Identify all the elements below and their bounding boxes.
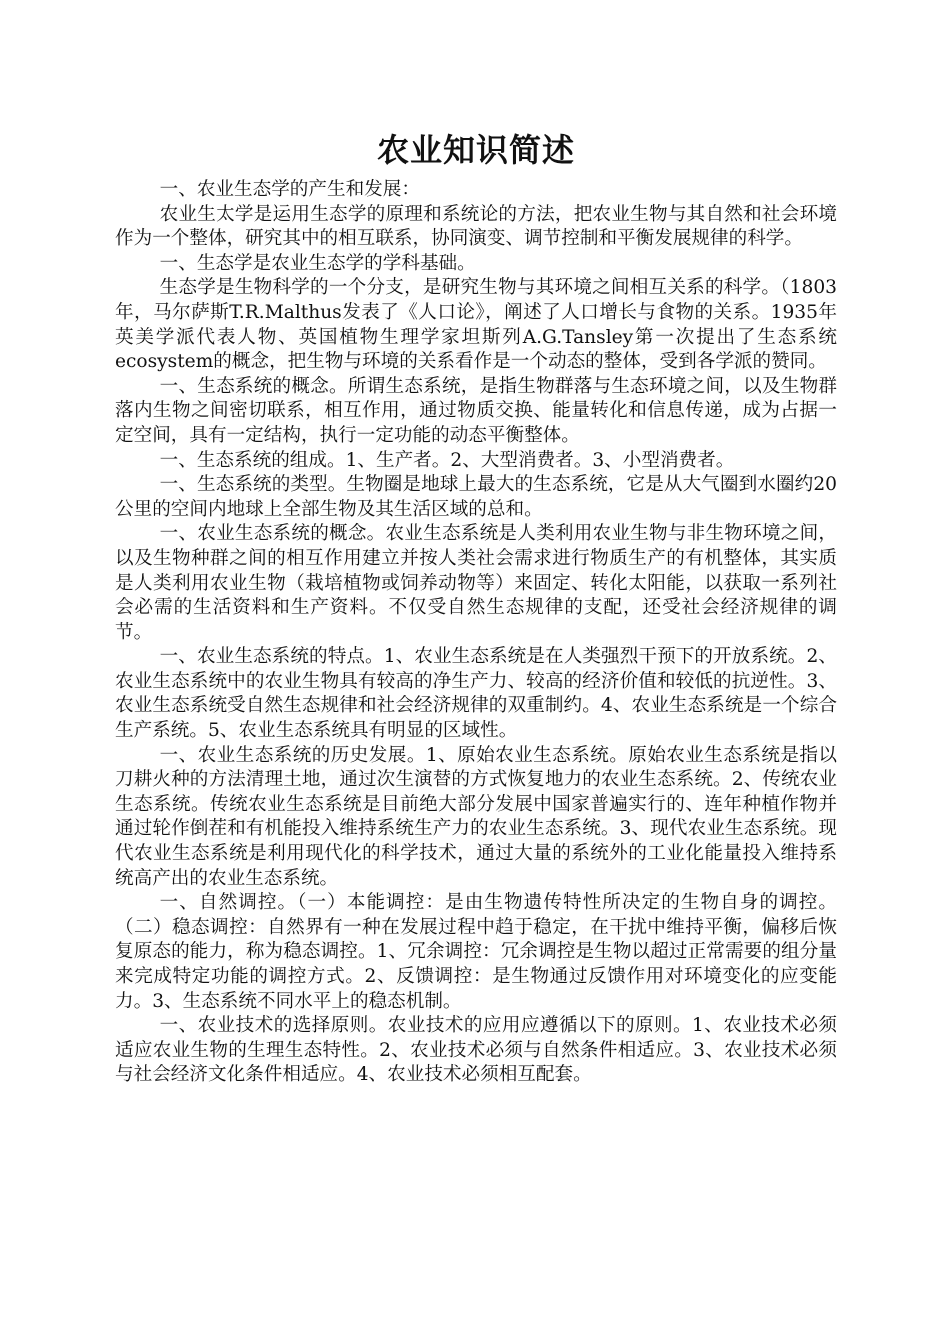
paragraph-ecosystem-types: 一、生态系统的类型。生物圈是地球上最大的生态系统，它是从大气圈到水圈约20公里的空间内地球上全部生物及其生活区域的总和。 [115,474,837,520]
paragraph-origin-heading: 一、农业生态学的产生和发展： [159,179,420,200]
paragraph-agroecosystem-features: 一、农业生态系统的特点。1、农业生态系统是在人类强烈干预下的开放系统。2、农业生态系统中的农业生物具有较高的净生产力、较高的经济价值和较低的抗逆性。3、农业生态系统受自然生态规律和社会经济规律的双重制约。4、农业生态系统是一个综合生产系统。5、农业生态系统具有明显的区域性。 [115,646,837,742]
paragraph-ecosystem-concept: 一、生态系统的概念。所谓生态系统，是指生物群落与生态环境之间，以及生物群落内生物之间密切联系，相互作用，通过物质交换、能量转化和信息传递，成为占据一定空间，具有一定结构，执行一定功能的动态平衡整体。 [115,375,837,446]
document-page [115,128,837,1088]
paragraph-natural-regulation: 一、自然调控。（一）本能调控：是由生物遗传特性所决定的生物自身的调控。（二）稳态调控：自然界有一种在发展过程中趋于稳定，在干扰中维持平衡，偏移后恢复原态的能力，称为稳态调控。1、冗余调控：冗余调控是生物以超过正常需要的组分量来完成特定功能的调控方式。2、反馈调控：是生物通过反馈作用对环境变化的应变能力。3、生态系统不同水平上的稳态机制。 [115,892,837,1012]
paragraph-ecosystem-composition: 一、生态系统的组成。1、生产者。2、大型消费者。3、小型消费者。 [159,449,735,471]
paragraph-ecology-basis: 一、生态学是农业生态学的学科基础。 [159,252,476,274]
document-title: 农业知识简述 [376,131,575,169]
paragraph-agroecosystem-history: 一、农业生态系统的历史发展。1、原始农业生态系统。原始农业生态系统是指以刀耕火种的方法清理土地，通过次生演替的方式恢复地力的农业生态系统。2、传统农业生态系统。传统农业生态系统是目前绝大部分发展中国家普遍实行的、连年种植作物并通过轮作倒茬和有机能投入维持系统生产力的农业生态系统。3、现代农业生态系统。现代农业生态系统是利用现代化的科学技术，通过大量的系统外的工业化能量投入维持系统高产出的农业生态系统。 [115,744,837,889]
paragraph-technology-principles: 一、农业技术的选择原则。农业技术的应用应遵循以下的原则。1、农业技术必须适应农业生物的生理生态特性。2、农业技术必须与自然条件相适应。3、农业技术必须与社会经济文化条件相适应。4、农业技术必须相互配套。 [115,1015,837,1086]
paragraph-agroecosystem-concept: 一、农业生态系统的概念。农业生态系统是人类利用农业生物与非生物环境之间，以及生物种群之间的相互作用建立并按人类社会需求进行物质生产的有机整体，其实质是人类利用农业生物（栽培植物或饲养动物等）来固定、转化太阳能，以获取一系列社会必需的生活资料和生产资料。不仅受自然生态规律的支配，还受社会经济规律的调节。 [115,523,837,643]
paragraph-agroecology-definition: 农业生太学是运用生态学的原理和系统论的方法，把农业生物与其自然和社会环境作为一个整体，研究其中的相互联系，协同演变、调节控制和平衡发展规律的科学。 [115,203,837,250]
paragraph-ecology-history: 生态学是生物科学的一个分支，是研究生物与其环境之间相互关系的科学。（1803年，马尔萨斯T.R.Malthus发表了《人口论》，阐述了人口增长与食物的关系。1935年英美学派代表人物、英国植物生理学家坦斯列A.G.Tansley第一次提出了生态系统ecosystem的概念，把生物与环境的关系看作是一个动态的整体，受到各学派的赞同。 [115,277,837,373]
